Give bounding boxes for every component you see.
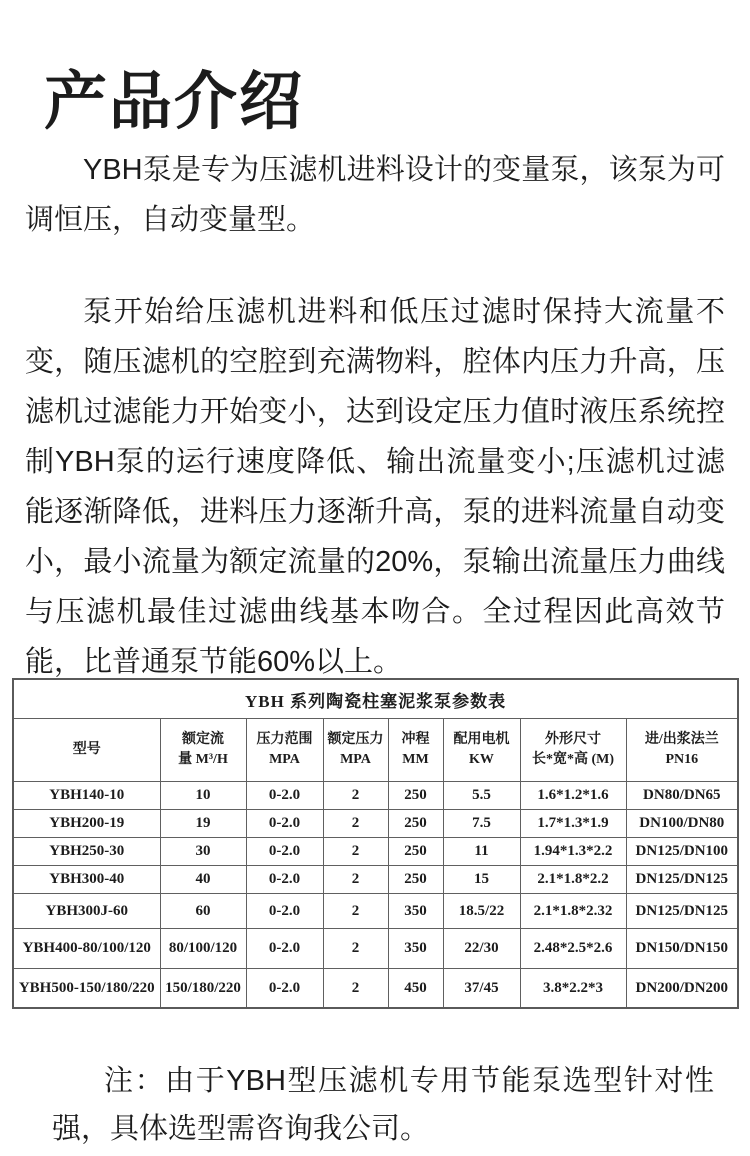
col-header-model (13, 719, 160, 782)
col-header-pressure-range (246, 719, 323, 782)
col-header-line: 长*宽*高 (M) (531, 752, 615, 767)
table-cell: DN125/DN125 (626, 866, 738, 894)
table-cell: 250 (388, 782, 443, 810)
table-cell: 0-2.0 (246, 838, 323, 866)
intro-paragraph-1: YBH泵是专为压滤机进料设计的变量泵，该泵为可调恒压，自动变量型。 (25, 154, 725, 236)
col-header-line: 冲程 (401, 732, 430, 747)
col-header-line: 额定压力 (327, 732, 384, 747)
col-header-line: MPA (340, 752, 371, 767)
table-cell: 22/30 (443, 929, 520, 969)
col-header-line: 进/出浆法兰 (644, 732, 719, 747)
page-title: 产品介绍 (44, 65, 304, 139)
col-header-flange (626, 719, 738, 782)
table-cell: YBH250-30 (13, 838, 160, 866)
table-row (13, 838, 738, 866)
table-cell: YBH400-80/100/120 (13, 929, 160, 969)
table-row (13, 969, 738, 1009)
col-header-line: 外形尺寸 (545, 732, 601, 747)
table-row (13, 894, 738, 929)
table-cell: 350 (388, 929, 443, 969)
table-cell: 0-2.0 (246, 810, 323, 838)
table-cell: YBH500-150/180/220 (13, 969, 160, 1009)
table-cell: 15 (443, 866, 520, 894)
table-cell: YBH140-10 (13, 782, 160, 810)
col-header-line: KW (469, 752, 494, 767)
table-cell: 2 (323, 894, 388, 929)
spec-table-container (12, 678, 739, 1009)
table-cell: 80/100/120 (160, 929, 246, 969)
col-header-line: 型号 (72, 742, 101, 757)
table-title: YBH 系列陶瓷柱塞泥浆泵参数表 (13, 679, 738, 719)
table-cell: YBH200-19 (13, 810, 160, 838)
col-header-line: 量 M³/H (178, 752, 228, 767)
table-cell: 30 (160, 838, 246, 866)
col-header-rated-flow (160, 719, 246, 782)
table-cell: DN80/DN65 (626, 782, 738, 810)
col-header-line: MPA (269, 752, 300, 767)
table-body (13, 782, 738, 1009)
table-cell: 450 (388, 969, 443, 1009)
col-header-line: MM (402, 752, 429, 767)
table-cell: 0-2.0 (246, 969, 323, 1009)
note-text: 注：由于YBH型压滤机专用节能泵选型针对性强，具体选型需咨询我公司。 (52, 1065, 714, 1145)
table-cell: YBH300J-60 (13, 894, 160, 929)
table-cell: 7.5 (443, 810, 520, 838)
table-cell: 60 (160, 894, 246, 929)
table-cell: YBH300-40 (13, 866, 160, 894)
col-header-dimensions (520, 719, 626, 782)
table-cell: 250 (388, 866, 443, 894)
table-cell: 2.1*1.8*2.32 (520, 894, 626, 929)
table-cell: 10 (160, 782, 246, 810)
col-header-line: 压力范围 (256, 732, 313, 747)
table-header-row (13, 719, 738, 782)
table-cell: 0-2.0 (246, 782, 323, 810)
col-header-line: 配用电机 (453, 732, 510, 747)
table-cell: 5.5 (443, 782, 520, 810)
table-cell: 2 (323, 866, 388, 894)
table-cell: 1.94*1.3*2.2 (520, 838, 626, 866)
table-cell: 1.6*1.2*1.6 (520, 782, 626, 810)
col-header-motor (443, 719, 520, 782)
table-cell: DN150/DN150 (626, 929, 738, 969)
table-cell: DN125/DN100 (626, 838, 738, 866)
table-cell: 18.5/22 (443, 894, 520, 929)
table-cell: 19 (160, 810, 246, 838)
table-cell: 2 (323, 782, 388, 810)
table-cell: 2.48*2.5*2.6 (520, 929, 626, 969)
table-cell: 2 (323, 969, 388, 1009)
table-cell: 350 (388, 894, 443, 929)
col-header-stroke (388, 719, 443, 782)
table-cell: 2.1*1.8*2.2 (520, 866, 626, 894)
table-cell: DN200/DN200 (626, 969, 738, 1009)
table-cell: 11 (443, 838, 520, 866)
table-cell: DN125/DN125 (626, 894, 738, 929)
table-cell: 250 (388, 810, 443, 838)
intro-paragraph-2: 泵开始给压滤机进料和低压过滤时保持大流量不变，随压滤机的空腔到充满物料，腔体内压力升高，压滤机过滤能力开始变小，达到设定压力值时液压系统控制YBH泵的运行速度降低、输出流量变小;压滤机过滤能逐渐降低，进料压力逐渐升高，泵的进料流量自动变小，最小流量为额定流量的20%，泵输出流量压力曲线与压滤机最佳过滤曲线基本吻合。全过程因此高效节能，比普通泵节能60%以上。 (25, 296, 725, 678)
table-cell: 0-2.0 (246, 929, 323, 969)
table-cell: DN100/DN80 (626, 810, 738, 838)
table-cell: 250 (388, 838, 443, 866)
table-title-row (13, 679, 738, 719)
spec-table (12, 678, 739, 1009)
table-cell: 40 (160, 866, 246, 894)
table-row (13, 866, 738, 894)
col-header-rated-pressure (323, 719, 388, 782)
col-header-line: PN16 (665, 752, 699, 767)
table-row (13, 782, 738, 810)
table-cell: 150/180/220 (160, 969, 246, 1009)
table-cell: 2 (323, 810, 388, 838)
table-cell: 0-2.0 (246, 894, 323, 929)
table-cell: 37/45 (443, 969, 520, 1009)
table-cell: 3.8*2.2*3 (520, 969, 626, 1009)
table-cell: 1.7*1.3*1.9 (520, 810, 626, 838)
table-cell: 0-2.0 (246, 866, 323, 894)
table-row (13, 929, 738, 969)
table-row (13, 810, 738, 838)
table-cell: 2 (323, 929, 388, 969)
table-cell: 2 (323, 838, 388, 866)
col-header-line: 额定流 (182, 732, 224, 747)
